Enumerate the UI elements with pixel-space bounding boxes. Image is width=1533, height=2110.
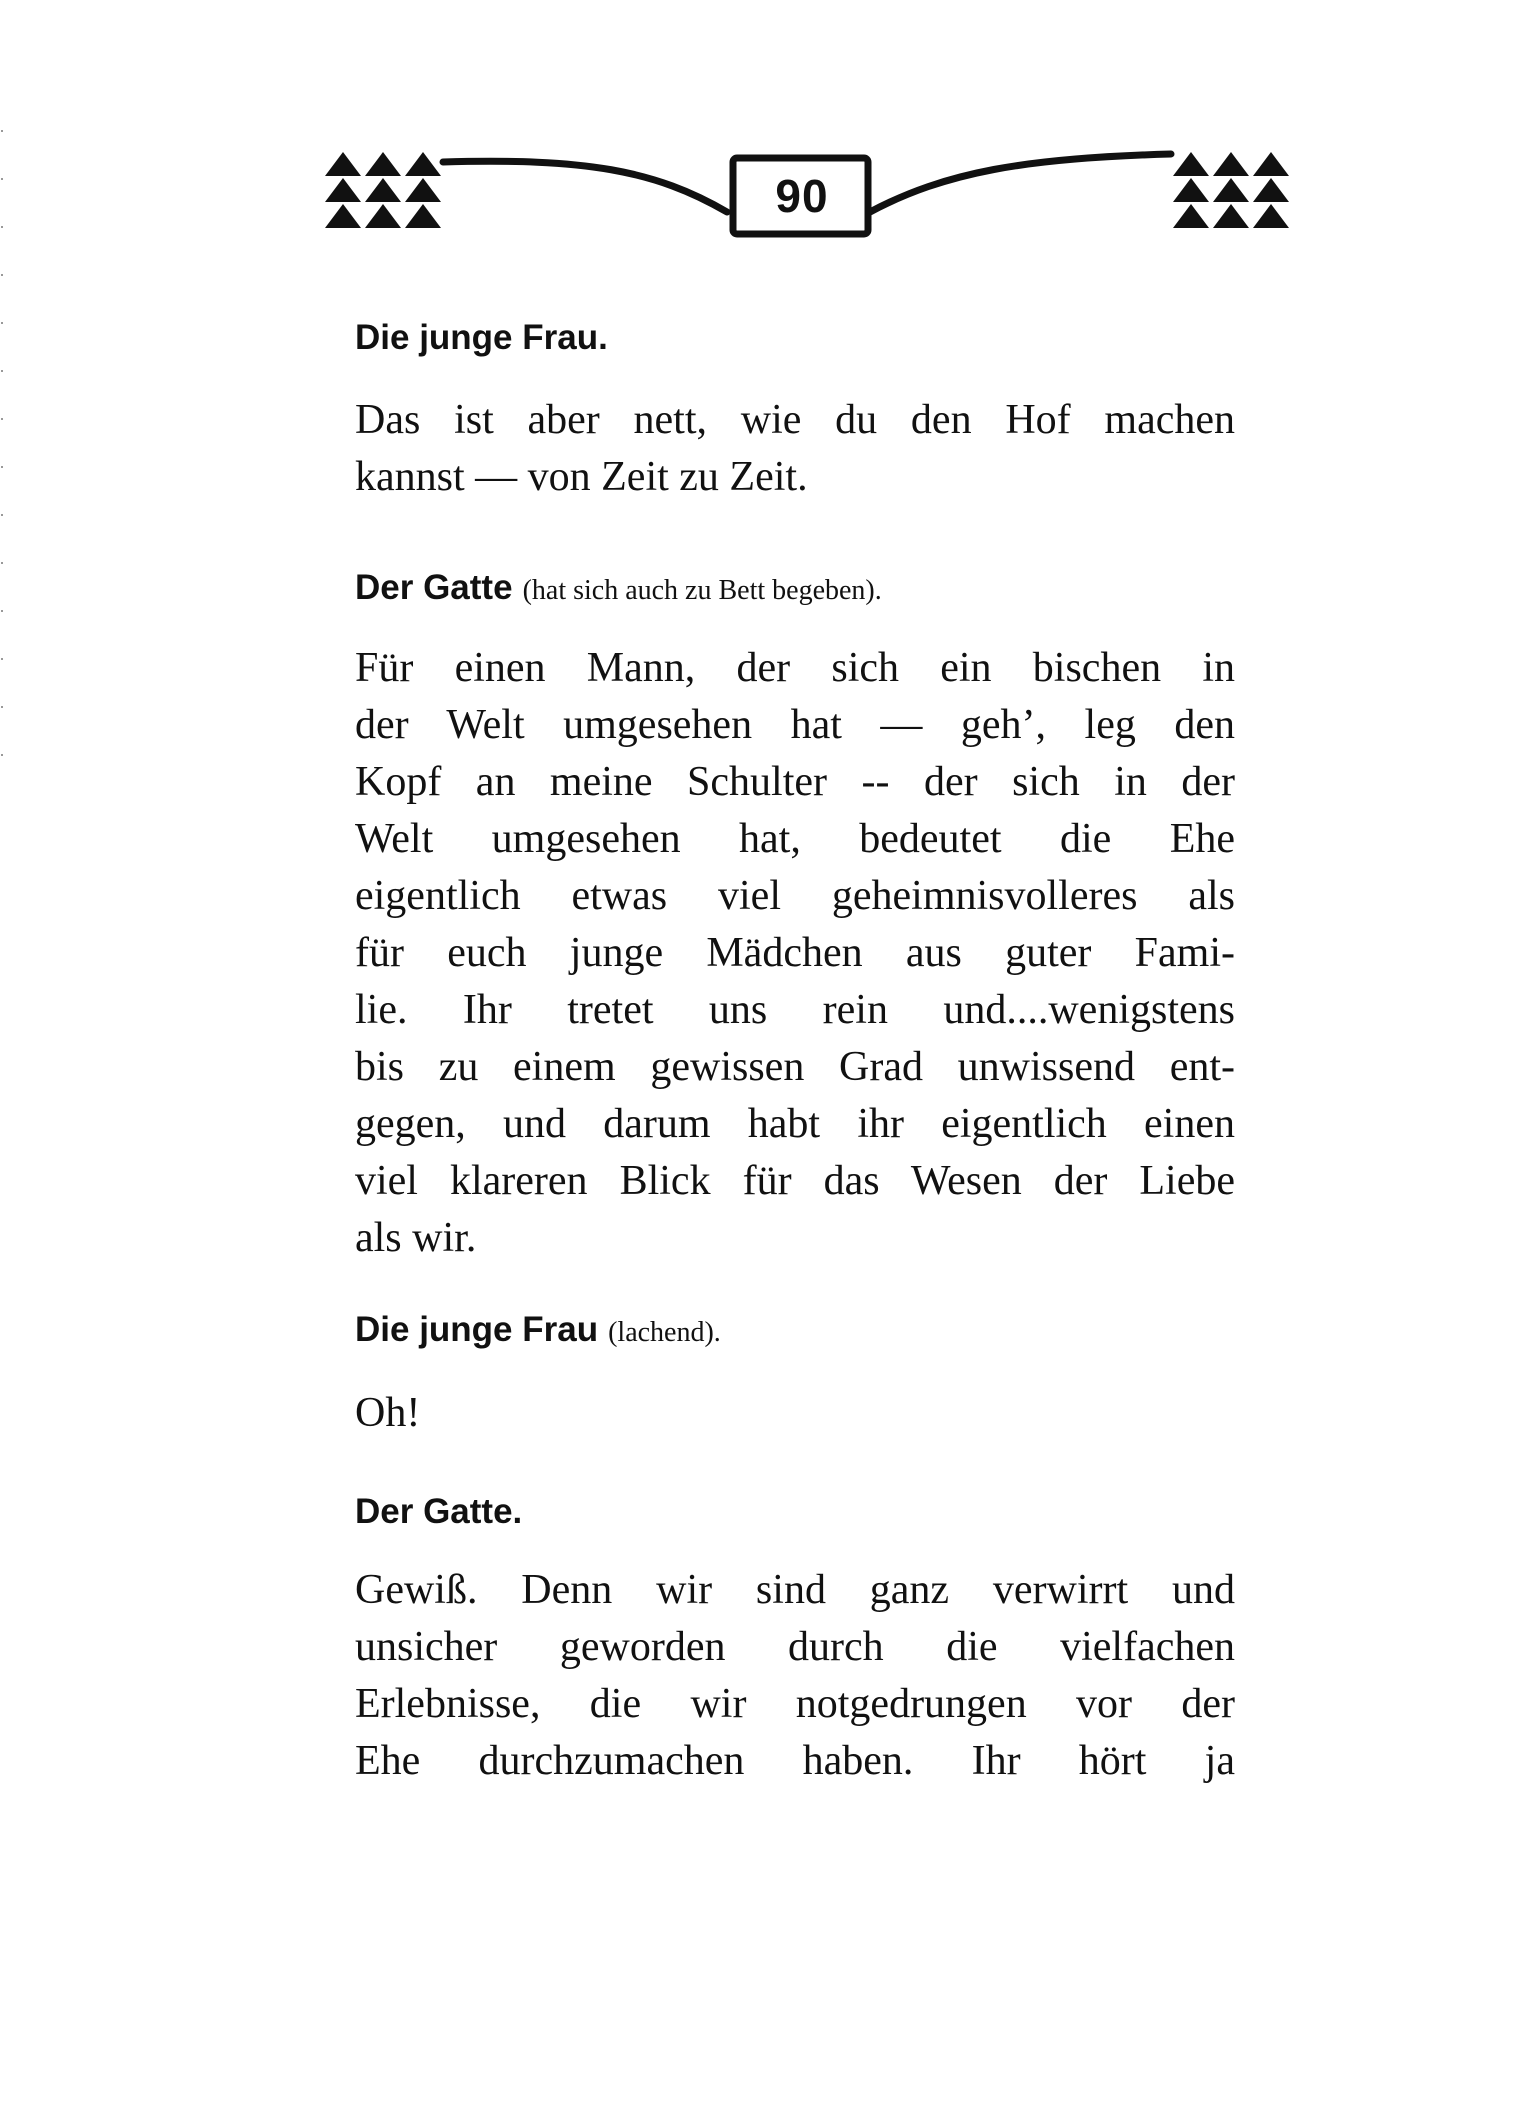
speaker-label: Der Gatte bbox=[355, 568, 513, 607]
speaker-name bbox=[355, 1310, 1235, 1350]
text-line: Welt umgesehen hat, bedeutet die Ehe bbox=[355, 816, 1235, 862]
text-line: Ehe durchzumachen haben. Ihr hört ja bbox=[355, 1738, 1235, 1784]
dialogue-block-4 bbox=[355, 1492, 1235, 1532]
text-line: eigentlich etwas viel geheimnisvolleres als bbox=[355, 873, 1235, 919]
speaker-name bbox=[355, 568, 1235, 608]
stage-direction: (hat sich auch zu Bett begeben). bbox=[522, 575, 882, 606]
text-line: lie. Ihr tretet uns rein und....wenigstens bbox=[355, 987, 1235, 1033]
stage-direction: (lachend). bbox=[608, 1317, 721, 1348]
speaker-name bbox=[355, 318, 1235, 358]
text-line: gegen, und darum habt ihr eigentlich einen bbox=[355, 1101, 1235, 1147]
dialogue-block-1 bbox=[355, 318, 1235, 358]
dialogue-block-3 bbox=[355, 1310, 1235, 1350]
text-line: Für einen Mann, der sich ein bischen in bbox=[355, 645, 1235, 691]
text-line: Gewiß. Denn wir sind ganz verwirrt und bbox=[355, 1567, 1235, 1613]
margin-scan-marks bbox=[0, 130, 6, 830]
text-line: viel klareren Blick für das Wesen der Liebe bbox=[355, 1158, 1235, 1204]
speech-text bbox=[355, 1562, 1235, 1790]
speech-block-1 bbox=[355, 392, 1235, 506]
text-line: Oh! bbox=[355, 1390, 421, 1436]
text-line: Das ist aber nett, wie du den Hof machen bbox=[355, 397, 1235, 443]
speech-text bbox=[355, 640, 1235, 1267]
text-line: für euch junge Mädchen aus guter Fami- bbox=[355, 930, 1235, 976]
text-line: bis zu einem gewissen Grad unwissend ent- bbox=[355, 1044, 1235, 1090]
dialogue-block-2 bbox=[355, 568, 1235, 608]
speaker-label: Die junge Frau. bbox=[355, 318, 608, 357]
text-line: der Welt umgesehen hat — geh’, leg den bbox=[355, 702, 1235, 748]
text-line: kannst — von Zeit zu Zeit. bbox=[355, 454, 808, 500]
text-line: unsicher geworden durch die vielfachen bbox=[355, 1624, 1235, 1670]
right-triangle-ornament-icon bbox=[1173, 152, 1289, 228]
speaker-label: Die junge Frau bbox=[355, 1310, 599, 1349]
speech-block-4 bbox=[355, 1562, 1235, 1790]
text-line: Kopf an meine Schulter -- der sich in der bbox=[355, 759, 1235, 805]
speech-block-3 bbox=[355, 1385, 1235, 1442]
page-number: 90 bbox=[775, 170, 829, 222]
speaker-name bbox=[355, 1492, 1235, 1532]
text-line: Erlebnisse, die wir notgedrungen vor der bbox=[355, 1681, 1235, 1727]
speaker-label: Der Gatte. bbox=[355, 1492, 523, 1531]
speech-text bbox=[355, 392, 1235, 506]
speech-text bbox=[355, 1385, 1235, 1442]
text-line: als wir. bbox=[355, 1215, 477, 1261]
speech-block-2 bbox=[355, 640, 1235, 1267]
left-triangle-ornament-icon bbox=[325, 152, 441, 228]
